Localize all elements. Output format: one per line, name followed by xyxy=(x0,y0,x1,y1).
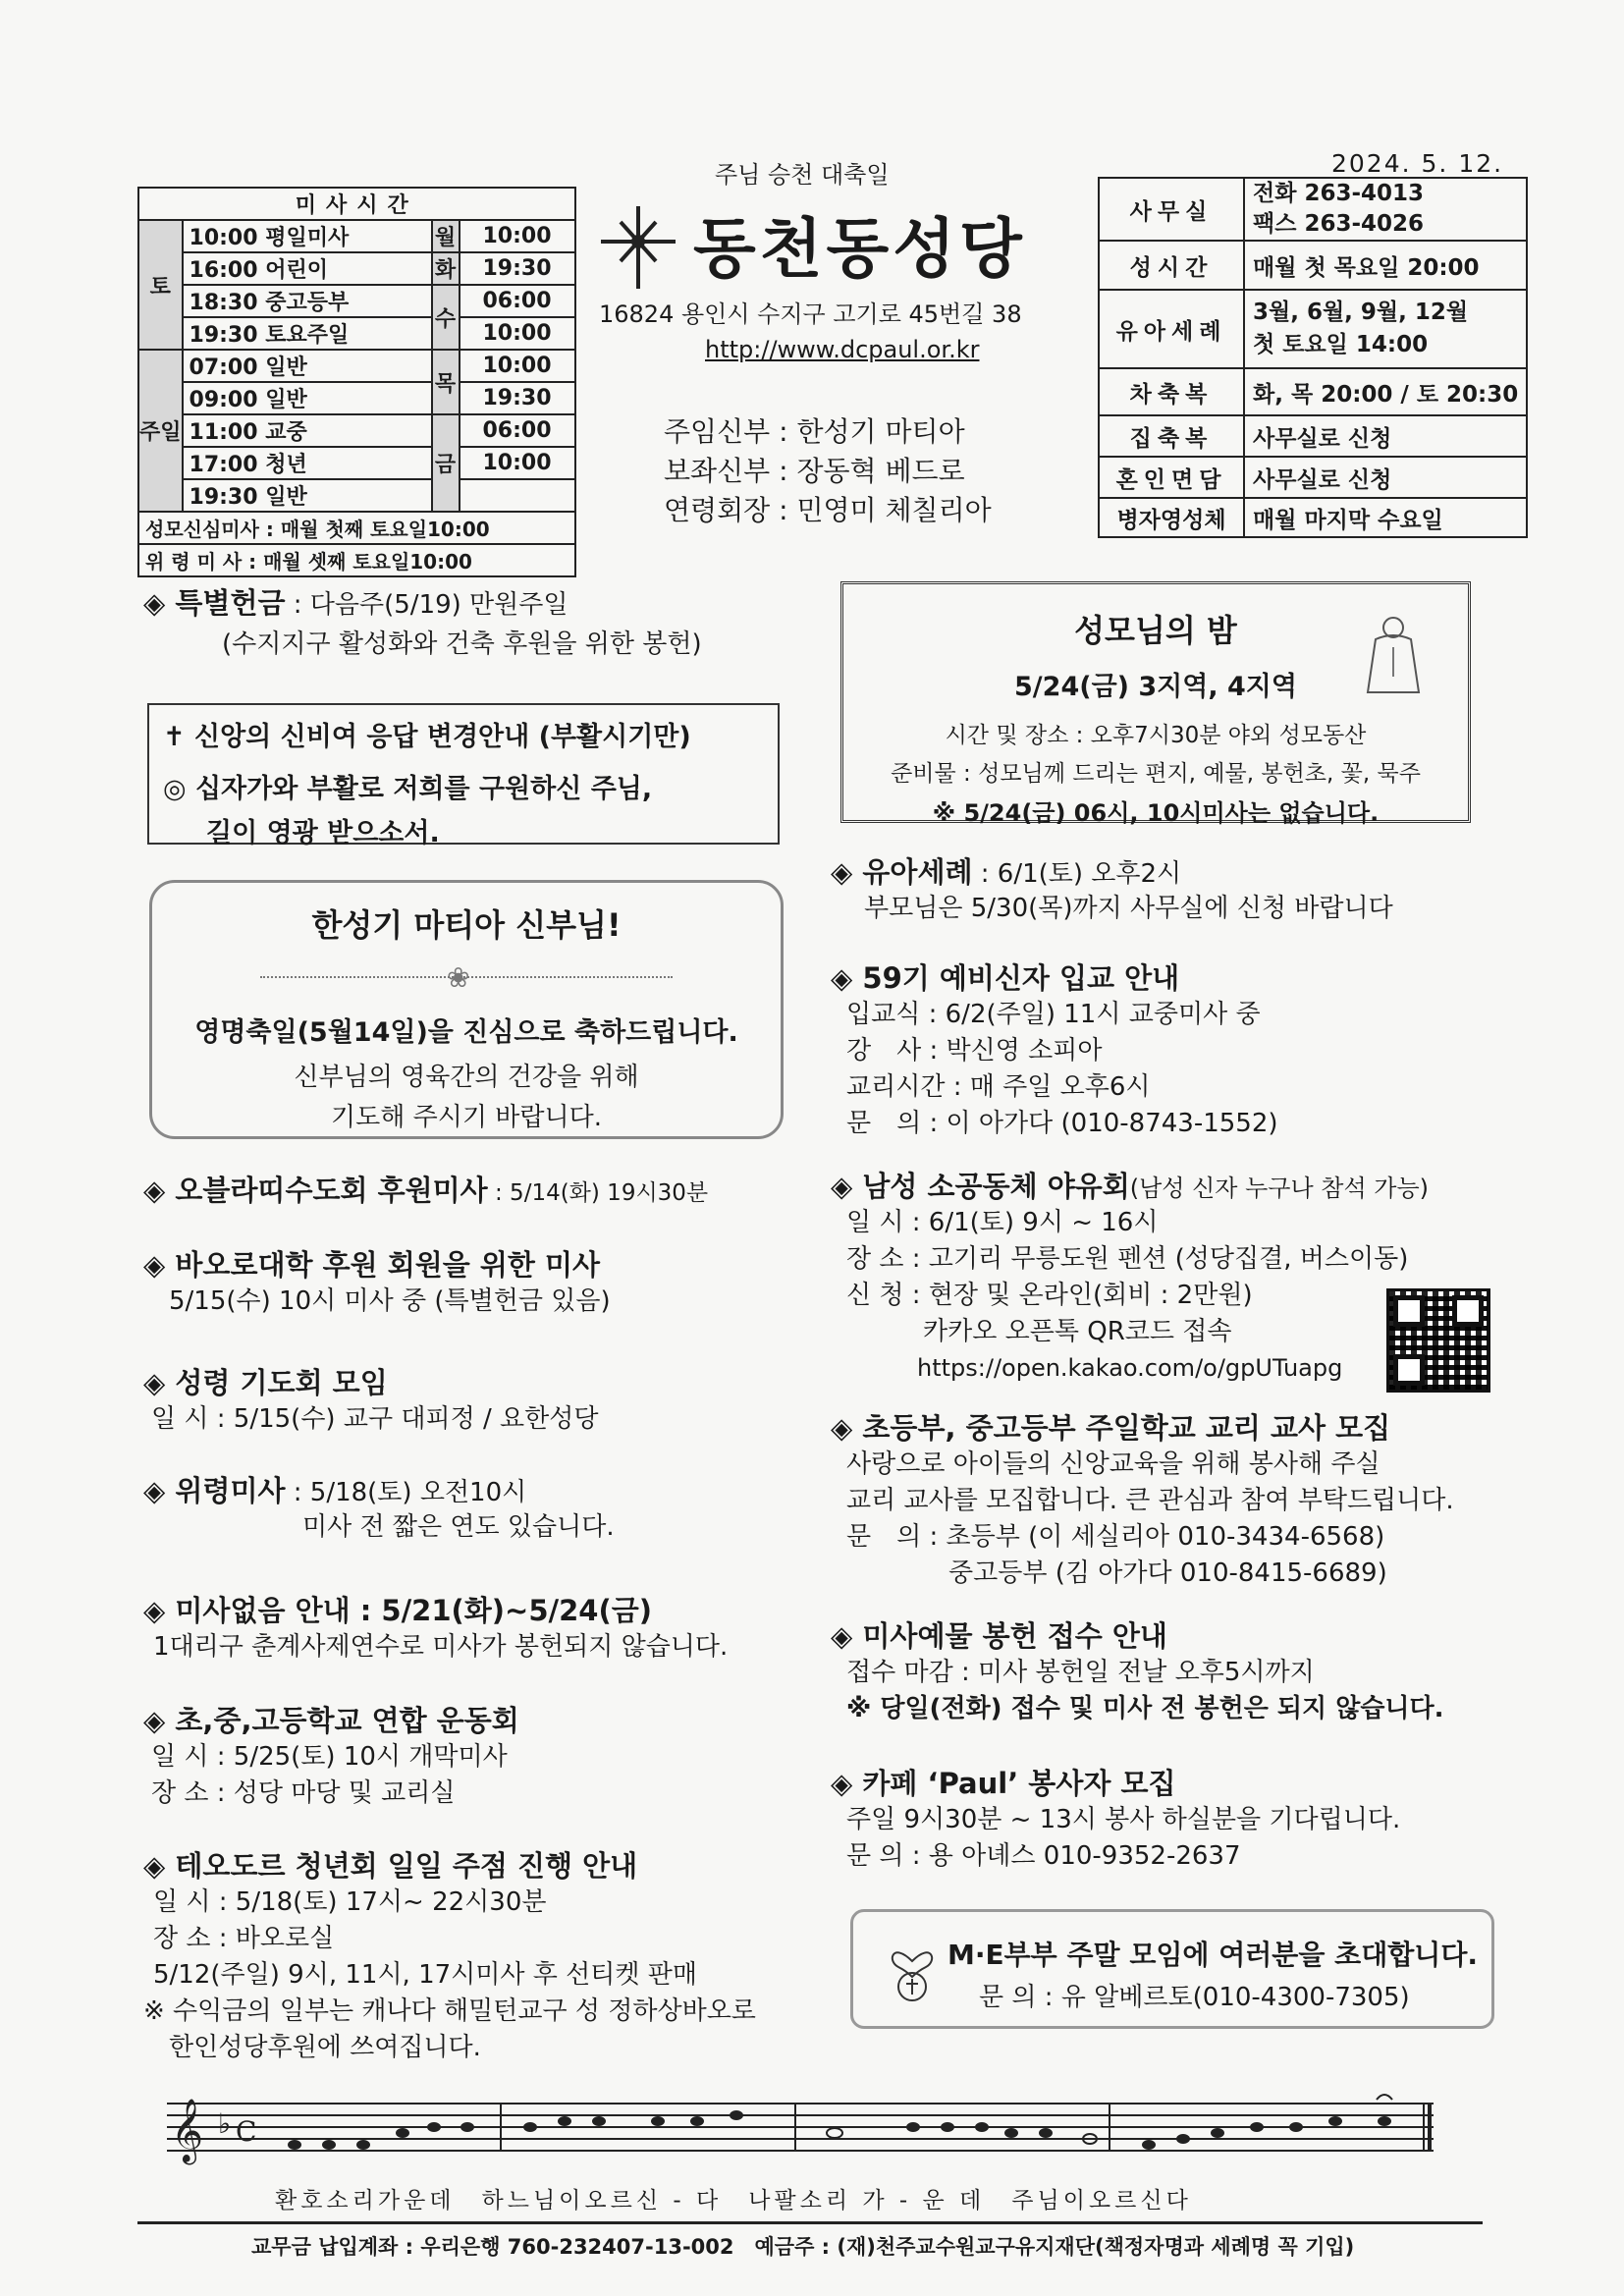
notice-item: ◈ 성령 기도회 모임 일 시 : 5/15(수) 교구 대피정 / 요한성당 xyxy=(143,1366,599,1434)
church-name: 동천동성당 xyxy=(693,211,1026,287)
office-value: 매월 첫 목요일 20:00 xyxy=(1244,241,1527,290)
notice-item: ◈ 카페 ‘Paul’ 봉사자 모집 주일 9시30분 ~ 13시 봉사 하실분을 기다립니다. 문 의 : 용 아녜스 010-9352-2637 xyxy=(831,1767,1401,1871)
faith-box-line: 길이 영광 받으소서. xyxy=(206,818,440,848)
svg-text:♭: ♭ xyxy=(218,2107,232,2140)
weekday-time: 06:00 xyxy=(460,285,575,317)
weekday-label: 목 xyxy=(432,350,460,414)
office-label: 유아세례 xyxy=(1099,290,1244,368)
svg-text:𝄞: 𝄞 xyxy=(171,2099,204,2162)
mass-schedule-title: 미사시간 xyxy=(138,188,575,220)
sunday-label: 주일 xyxy=(138,350,183,512)
mary-box-subtitle: 5/24(금) 3지역, 4지역 xyxy=(1014,672,1297,702)
special-offering-note: (수지지구 활성화와 건축 후원을 위한 봉헌) xyxy=(222,629,702,659)
mary-night-box xyxy=(840,581,1471,827)
footer-divider xyxy=(137,2221,1483,2224)
clergy-row: 보좌신부 : 장동혁 베드로 xyxy=(664,455,965,487)
faith-response-box xyxy=(147,703,780,848)
weekday-time: 10:00 xyxy=(460,350,575,382)
svg-text:C: C xyxy=(236,2115,257,2148)
office-value: 화, 목 20:00 / 토 20:30 xyxy=(1244,368,1527,415)
notice-item: ◈ 초,중,고등학교 연합 운동회 일 시 : 5/25(토) 10시 개막미사 장 소 : 성당 마당 및 교리실 xyxy=(143,1704,519,1808)
me-box-line: 문 의 : 유 알베르토(010-4300-7305) xyxy=(979,1983,1410,2012)
hymn-lyrics: 환호소리가운데 하느님이오르신 - 다 나팔소리 가 - 운 데 주님이오르신다 xyxy=(275,2188,1192,2214)
extra-mass: 성모신심미사 : 매월 첫째 토요일10:00 xyxy=(138,512,575,544)
clergy-list xyxy=(664,412,992,530)
weekday-time: 19:30 xyxy=(460,382,575,414)
feast-box-title: 한성기 마티아 신부님! xyxy=(311,906,622,944)
me-logo-icon xyxy=(883,1932,942,2010)
sunday-mass: 11:00 교중 xyxy=(183,414,432,447)
office-label: 성시간 xyxy=(1099,241,1244,290)
mary-box-title: 성모님의 밤 xyxy=(1074,612,1237,649)
saturday-mass: 10:00 평일미사 xyxy=(183,220,432,252)
feast-box-line: 기도해 주시기 바랍니다. xyxy=(331,1103,602,1132)
mary-box-line: 시간 및 장소 : 오후7시30분 야외 성모동산 xyxy=(945,723,1367,748)
church-url[interactable]: http://www.dcpaul.or.kr xyxy=(705,336,980,363)
office-value: 매월 마지막 수요일 xyxy=(1244,498,1527,537)
feast-title: 주님 승천 대축일 xyxy=(715,161,890,189)
notice-item: ◈ 바오로대학 후원 회원을 위한 미사 5/15(수) 10시 미사 중 (특별헌금 있음) xyxy=(143,1248,611,1316)
sunday-mass: 07:00 일반 xyxy=(183,350,432,382)
office-value: 사무실로 신청 xyxy=(1244,415,1527,457)
saturday-mass: 16:00 어린이 xyxy=(183,252,432,285)
office-label: 집축복 xyxy=(1099,415,1244,457)
qr-code-icon[interactable] xyxy=(1386,1288,1490,1393)
feast-box-line: 신부님의 영육간의 건강을 위해 xyxy=(294,1063,639,1092)
office-info xyxy=(1098,177,1528,538)
notice-item: ◈ 미사예물 봉헌 접수 안내 접수 마감 : 미사 봉헌일 전날 오후5시까지 ※ 당일(전화) 접수 및 미사 전 봉헌은 되지 않습니다. xyxy=(831,1619,1444,1723)
hymn-staff xyxy=(167,2090,1434,2192)
weekday-time: 06:00 xyxy=(460,414,575,447)
feast-congrats-box xyxy=(149,880,784,1139)
notice-item: ◈ 미사없음 안내 : 5/21(화)~5/24(금) 1대리구 춘계사제연수로 미사가 봉헌되지 않습니다. xyxy=(143,1594,729,1662)
faith-box-title: ✝ 신앙의 신비여 응답 변경안내 (부활시기만) xyxy=(163,722,691,752)
saturday-mass: 18:30 중고등부 xyxy=(183,285,432,317)
mary-box-line: ※ 5/24(금) 06시, 10시미사는 없습니다. xyxy=(932,799,1380,827)
clergy-row: 연령회장 : 민영미 체칠리아 xyxy=(664,494,992,526)
weekday-label: 수 xyxy=(432,285,460,350)
notice-item: ◈ 초등부, 중고등부 주일학교 교리 교사 모집 사랑으로 아이들의 신앙교육을 위해 봉사해 주실 교리 교사를 모집합니다. 큰 관심과 참여 부탁드립니다. 문 의 : 초등부 (이 세실리아 010-3434-6568) 중고등부 (김 아가다 010-8415-6689) xyxy=(831,1411,1454,1588)
notice-item: ◈ 유아세례 : 6/1(토) 오후2시 부모님은 5/30(목)까지 사무실에 신청 바랍니다 xyxy=(831,855,1393,923)
weekday-label: 화 xyxy=(432,252,460,285)
mary-box-line: 준비물 : 성모님께 드리는 편지, 예물, 봉헌초, 꽃, 묵주 xyxy=(891,761,1421,787)
office-label: 혼인면담 xyxy=(1099,457,1244,498)
office-label: 병자영성체 xyxy=(1099,498,1244,537)
right-notice-list xyxy=(831,850,1508,1899)
kakao-link[interactable]: https://open.kakao.com/o/gpUTuapg xyxy=(846,1354,1343,1382)
bulletin-date: 2024. 5. 12. xyxy=(1331,149,1504,178)
notice-item: ◈ 59기 예비신자 입교 안내 입교식 : 6/2(주일) 11시 교중미사 중 강 사 : 박신영 소피아 교리시간 : 매 주일 오후6시 문 의 : 이 아가다 (010-8743-1552) xyxy=(831,961,1278,1138)
sunday-mass: 17:00 청년 xyxy=(183,447,432,479)
office-label: 차축복 xyxy=(1099,368,1244,415)
sunday-mass: 19:30 일반 xyxy=(183,479,432,512)
left-notice-list xyxy=(143,1169,811,2066)
feast-box-line: 영명축일(5월14일)을 진심으로 축하드립니다. xyxy=(194,1017,738,1048)
weekday-time: 19:30 xyxy=(460,252,575,285)
me-box-title: M·E부부 주말 모임에 여러분을 초대합니다. xyxy=(947,1939,1479,1971)
office-value: 전화 263-4013 팩스 263-4026 xyxy=(1244,178,1527,241)
mary-statue-icon xyxy=(1354,608,1433,700)
notice-item: ◈ 남성 소공동체 야유회(남성 신자 누구나 참석 가능) 일 시 : 6/1(토) 9시 ~ 16시 장 소 : 고기리 무릉도원 펜션 (성당집결, 버스이동) 신 청 : 현장 및 온라인(회비 : 2만원) 카카오 오픈톡 QR코드 접속 https://open.kakao.com/o/gpUTuapg xyxy=(831,1165,1508,1406)
church-address: 16824 용인시 수지구 고기로 45번길 38 xyxy=(599,301,1022,328)
saturday-mass: 19:30 토요주일 xyxy=(183,317,432,350)
ribbon-divider-icon: ❀ xyxy=(260,959,673,995)
office-value: 사무실로 신청 xyxy=(1244,457,1527,498)
notice-item: ◈ 위령미사 : 5/18(토) 오전10시 미사 전 짧은 연도 있습니다. xyxy=(143,1474,615,1542)
footer-account: 교무금 납입계좌 : 우리은행 760-232407-13-002 예금주 : (재)천주교수원교구유지재단(책정자명과 세례명 꼭 기입) xyxy=(251,2235,1355,2259)
weekday-time: 10:00 xyxy=(460,317,575,350)
faith-box-line: ◎ 십자가와 부활로 저희를 구원하신 주님, xyxy=(163,774,653,804)
office-value: 3월, 6월, 9월, 12월 첫 토요일 14:00 xyxy=(1244,290,1527,368)
saturday-label: 토 xyxy=(138,220,183,350)
sunday-mass: 09:00 일반 xyxy=(183,382,432,414)
weekday-label: 금 xyxy=(432,414,460,512)
me-invite-box xyxy=(850,1909,1494,2029)
special-offering-heading: ◈ 특별헌금 : 다음주(5/19) 만원주일 xyxy=(143,586,568,620)
notice-item: ◈ 테오도르 청년회 일일 주점 진행 안내 일 시 : 5/18(토) 17시~ 22시30분 장 소 : 바오로실 5/12(주일) 9시, 11시, 17시미사 후 선티켓 판매 ※ 수익금의 일부는 캐나다 해밀턴교구 성 정하상바오로 한인성당후원에 쓰여집니다. xyxy=(143,1849,756,2062)
weekday-label: 월 xyxy=(432,220,460,252)
notice-item: ◈ 오블라띠수도회 후원미사 : 5/14(화) 19시30분 xyxy=(143,1174,709,1207)
clergy-row: 주임신부 : 한성기 마티아 xyxy=(664,415,965,448)
church-logo-icon xyxy=(591,200,685,299)
extra-mass: 위 령 미 사 : 매월 셋째 토요일10:00 xyxy=(138,544,575,576)
office-label: 사무실 xyxy=(1099,178,1244,241)
weekday-time: 10:00 xyxy=(460,220,575,252)
mass-schedule xyxy=(137,187,576,577)
weekday-time: 10:00 xyxy=(460,447,575,479)
